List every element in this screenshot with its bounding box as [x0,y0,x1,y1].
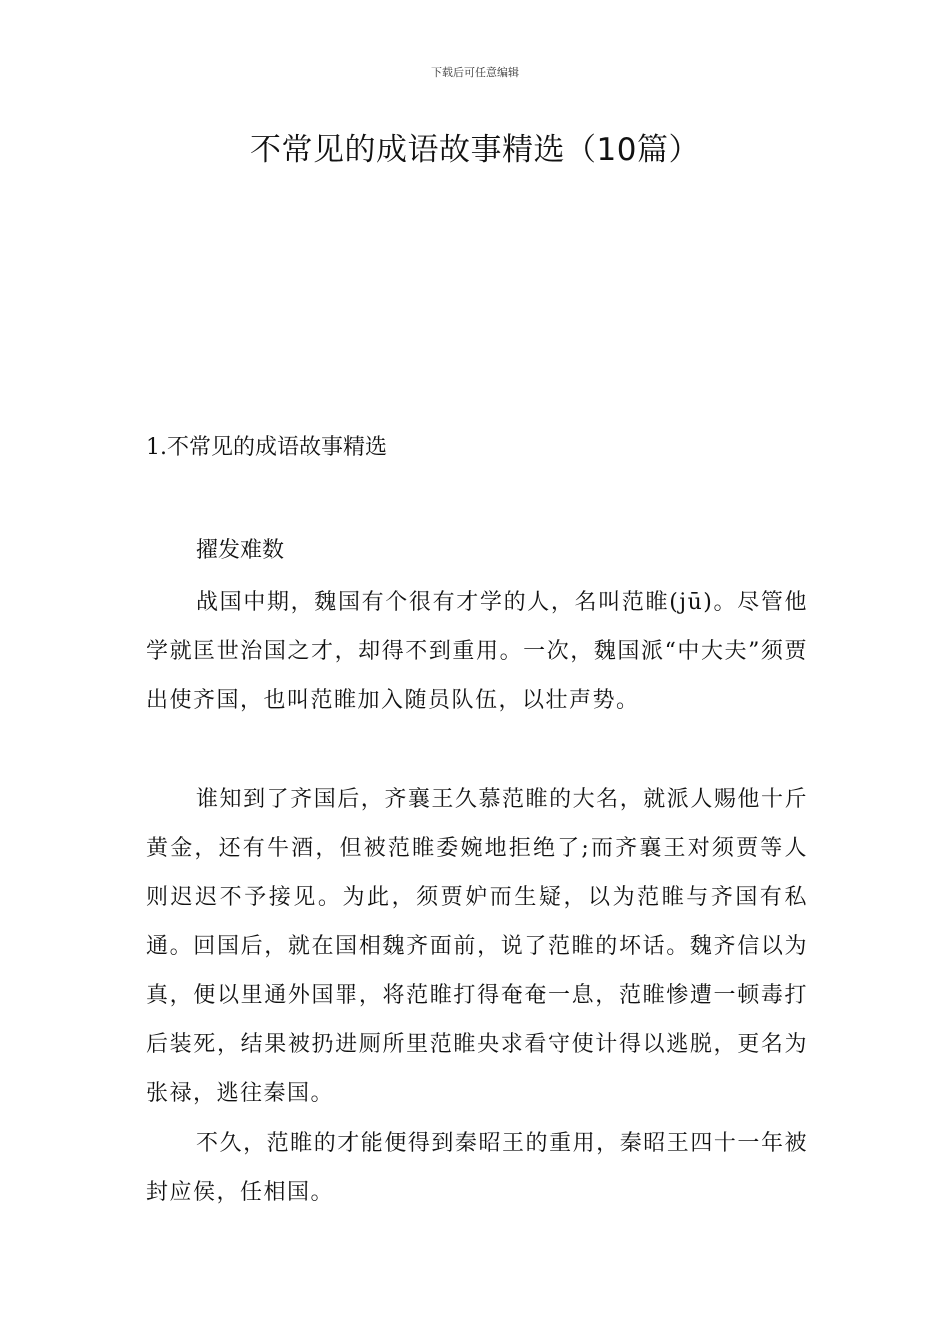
page-header-note: 下载后可任意编辑 [431,66,519,79]
body-paragraph: 战国中期，魏国有个很有才学的人，名叫范睢(jū)。尽管他学就匡世治国之才，却得不到重用。一次，魏国派“中大夫”须贾出使齐国，也叫范睢加入随员队伍，以壮声势。 [146,590,808,713]
body-paragraph: 不久，范睢的才能便得到秦昭王的重用，秦昭王四十一年被封应侯，任相国。 [146,1131,808,1205]
body-paragraph: 谁知到了齐国后，齐襄王久慕范睢的大名，就派人赐他十斤黄金，还有牛酒，但被范睢委婉地拒绝了;而齐襄王对须贾等人则迟迟不予接见。为此，须贾妒而生疑，以为范睢与齐国有私通。回国后，就在国相魏齐面前，说了范睢的坏话。魏齐信以为真，便以里通外国罪，将范睢打得奄奄一息，范睢惨遭一顿毒打后装死，结果被扔进厕所里范睢央求看守使计得以逃脱，更名为张禄，逃往秦国。 [146,787,808,1106]
document-title: 不常见的成语故事精选（10篇） [250,132,700,168]
section-heading: 1.不常见的成语故事精选 [146,435,387,460]
story-title: 擢发难数 [196,538,285,563]
